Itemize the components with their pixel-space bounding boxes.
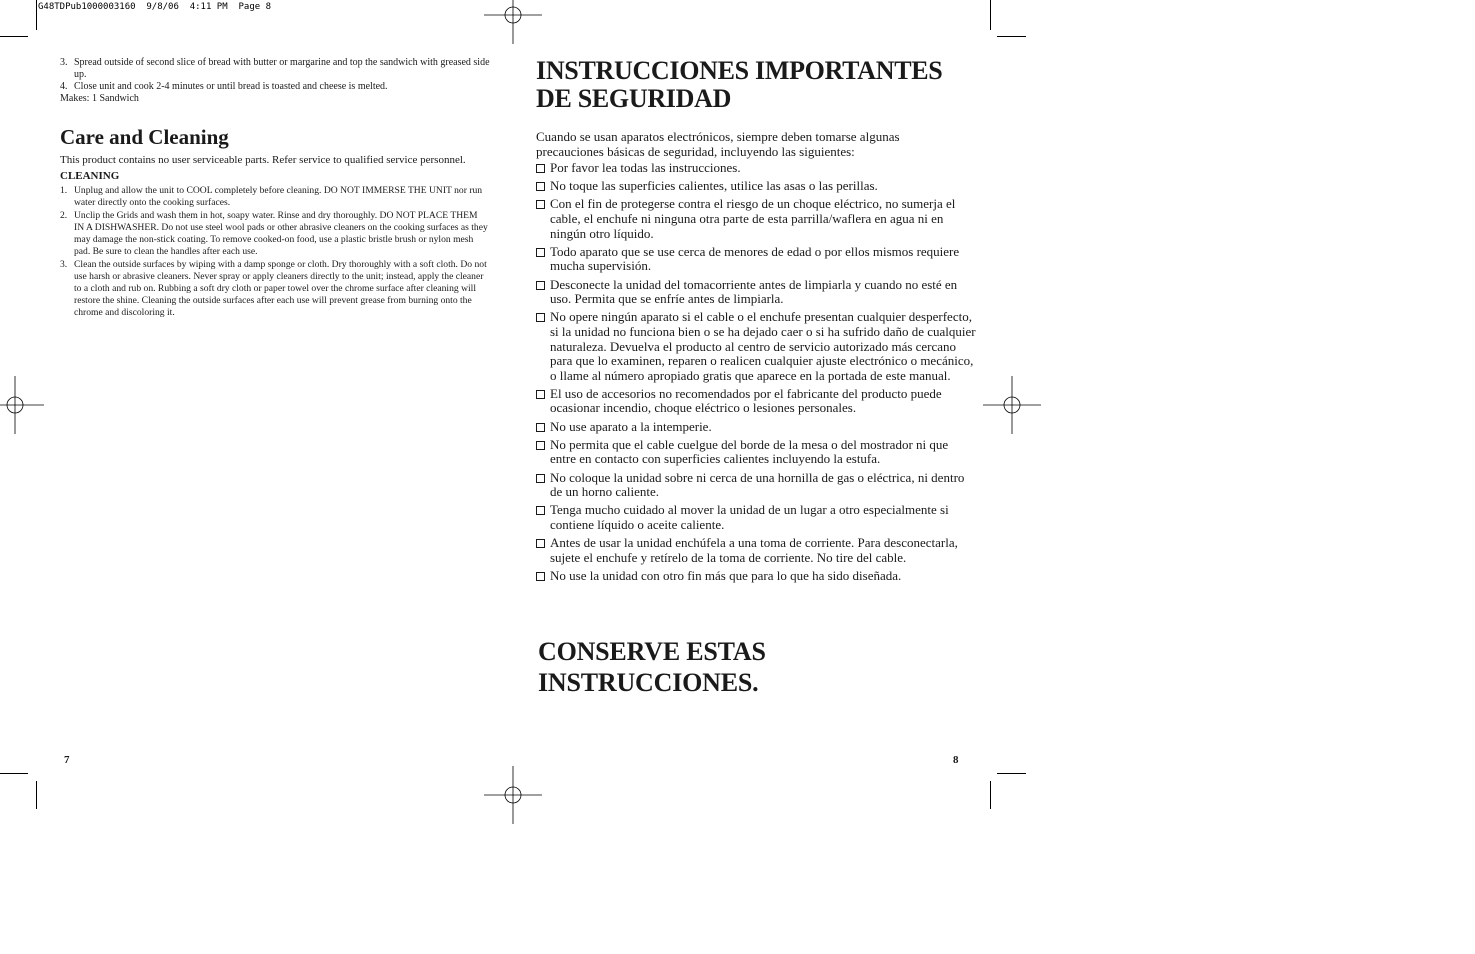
checkbox-icon	[536, 474, 545, 483]
checkbox-icon	[536, 281, 545, 290]
page-title	[536, 57, 976, 113]
crop-mark-top-right-v	[990, 0, 991, 30]
safety-list	[536, 161, 976, 584]
conserve-line-1: CONSERVE ESTAS	[538, 637, 766, 666]
list-item: 3. Clean the outside surfaces by wiping with a damp sponge or cloth. Dry thoroughly with a soft cloth. Do not use harsh or abrasive cleaners. Never spray or apply cleaners directly to the unit; instead, apply the cleaner to a cloth and rub on. Rubbing a soft dry cloth or paper towel over the chrome surface after cleaning will restore the shine. Cleaning the outside surfaces after each use will prevent grease from burning onto the chrome and discoloring it.	[60, 259, 487, 318]
checkbox-icon	[536, 539, 545, 548]
list-item: Por favor lea todas las instrucciones.	[536, 161, 976, 176]
registration-mark-icon	[0, 376, 44, 434]
safety-intro: Cuando se usan aparatos electrónicos, siempre deben tomarse algunas precauciones básicas de seguridad, incluyendo las siguientes:	[536, 129, 900, 159]
list-item: No use la unidad con otro fin más que para lo que ha sido diseñada.	[536, 569, 976, 584]
list-item: No toque las superficies calientes, utilice las asas o las perillas.	[536, 179, 976, 194]
conserve-line-2: INSTRUCCIONES.	[538, 668, 759, 697]
print-slug: G48TDPub1000003160 9/8/06 4:11 PM Page 8	[38, 2, 271, 12]
registration-mark-icon	[484, 766, 542, 824]
cleaning-steps	[60, 185, 490, 319]
checkbox-icon	[536, 200, 545, 209]
checkbox-icon	[536, 423, 545, 432]
page-number-left: 7	[64, 754, 70, 766]
crop-mark-bottom-right-v	[990, 781, 991, 809]
care-intro: This product contains no user serviceable parts. Refer service to qualified service personnel.	[60, 154, 466, 166]
checkbox-icon	[536, 441, 545, 450]
list-item: Desconecte la unidad del tomacorriente antes de limpiarla y cuando no esté en uso. Permita que se enfríe antes de limpiarla.	[536, 278, 976, 307]
crop-mark-top-left-h	[0, 36, 28, 37]
checkbox-icon	[536, 506, 545, 515]
checkbox-icon	[536, 390, 545, 399]
crop-mark-bottom-right-h	[997, 773, 1026, 774]
list-item: El uso de accesorios no recomendados por el fabricante del producto puede ocasionar incendio, choque eléctrico o lesiones personales.	[536, 387, 976, 416]
conserve-heading	[538, 636, 766, 698]
page-number-right: 8	[953, 754, 959, 766]
recipe-steps	[60, 57, 490, 93]
makes-yield: Makes: 1 Sandwich	[60, 93, 139, 104]
title-line-2: DE SEGURIDAD	[536, 84, 732, 113]
list-item: Antes de usar la unidad enchúfela a una toma de corriente. Para desconectarla, sujete el enchufe y retírelo de la toma de corriente. No tire del cable.	[536, 536, 976, 565]
cleaning-heading: CLEANING	[60, 170, 120, 182]
registration-mark-icon	[983, 376, 1041, 434]
list-item: Todo aparato que se use cerca de menores de edad o por ellos mismos requiere mucha supervisión.	[536, 245, 976, 274]
crop-mark-bottom-left-v	[36, 781, 37, 809]
left-page-content	[60, 57, 490, 320]
list-item: Con el fin de protegerse contra el riesgo de un choque eléctrico, no sumerja el cable, el enchufe ni ninguna otra parte de esta parrilla/waflera en agua ni en ningún otro líquido.	[536, 197, 976, 241]
list-item: No coloque la unidad sobre ni cerca de una hornilla de gas o eléctrica, ni dentro de un horno caliente.	[536, 471, 976, 500]
list-item: 3. Spread outside of second slice of bread with butter or margarine and top the sandwich with greased side up.	[60, 57, 490, 80]
checkbox-icon	[536, 313, 545, 322]
list-item: No opere ningún aparato si el cable o el enchufe presentan cualquier desperfecto, si la unidad no funciona bien o se ha dejado caer o si ha sufrido daño de cualquier naturaleza. Devuelva el producto al centro de servicio autorizado más cercano para que lo examinen, reparen o realicen cualquier ajuste electrónico o mecánico, o llame al número apropiado gratis que aparece en la portada de este manual.	[536, 310, 976, 383]
checkbox-icon	[536, 182, 545, 191]
crop-mark-top-left-v	[36, 0, 37, 30]
crop-mark-top-right-h	[997, 36, 1026, 37]
checkbox-icon	[536, 164, 545, 173]
checkbox-icon	[536, 248, 545, 257]
right-page-content	[536, 57, 976, 587]
list-item: 4. Close unit and cook 2-4 minutes or until bread is toasted and cheese is melted.	[60, 81, 388, 92]
list-item: No use aparato a la intemperie.	[536, 420, 976, 435]
crop-mark-bottom-left-h	[0, 773, 28, 774]
list-item: 1. Unplug and allow the unit to COOL completely before cleaning. DO NOT IMMERSE THE UNIT nor run water directly onto the cooking surfaces.	[60, 185, 483, 208]
section-title: Care and Cleaning	[60, 125, 229, 149]
title-line-1: INSTRUCCIONES IMPORTANTES	[536, 56, 943, 85]
list-item: No permita que el cable cuelgue del borde de la mesa o del mostrador ni que entre en contacto con superficies calientes incluyendo la estufa.	[536, 438, 976, 467]
checkbox-icon	[536, 572, 545, 581]
list-item: 2. Unclip the Grids and wash them in hot, soapy water. Rinse and dry thoroughly. DO NOT PLACE THEM IN A DISHWASHER. Do not use steel wool pads or other abrasive cleaners on the cooking surfaces as they may damage the non-stick coating. To remove cooked-on food, use a plastic bristle brush or nylon mesh pad. Be sure to clean the handles after each use.	[60, 210, 488, 257]
list-item: Tenga mucho cuidado al mover la unidad de un lugar a otro especialmente si contiene líquido o aceite caliente.	[536, 503, 976, 532]
registration-mark-icon	[484, 0, 542, 44]
